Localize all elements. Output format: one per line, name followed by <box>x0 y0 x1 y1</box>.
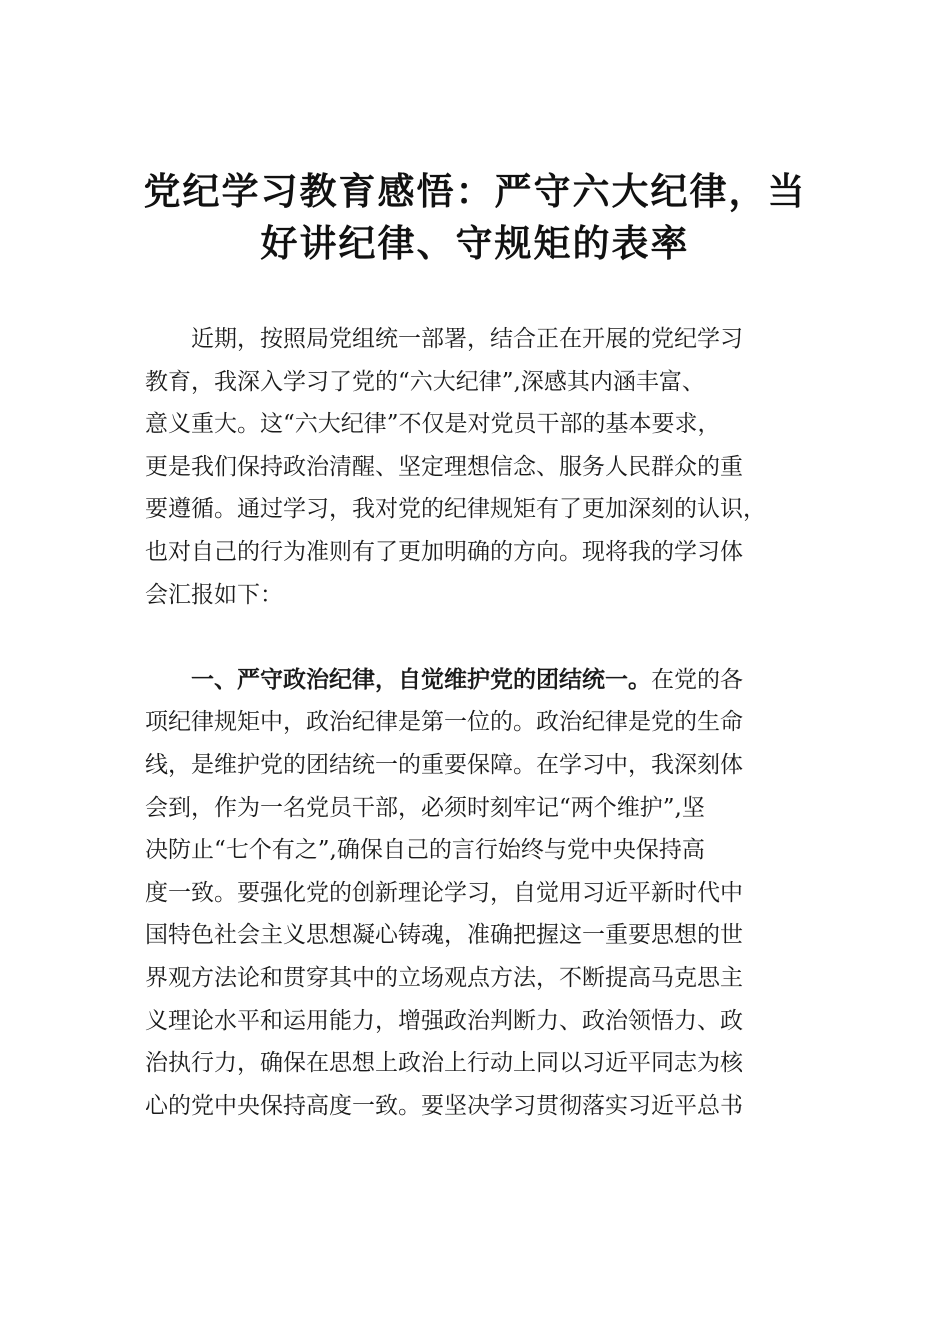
document-title <box>100 165 850 269</box>
paragraph-gap <box>145 616 815 659</box>
title-line: 党纪学习教育感悟：严守六大纪律，当 <box>143 169 807 213</box>
section-1-first-line <box>145 659 815 702</box>
paragraph-line: 界观方法论和贯穿其中的立场观点方法，不断提高马克思主 <box>145 964 743 991</box>
section-1-first-line-text: 在党的各 <box>651 666 743 693</box>
paragraph-line: 也对自己的行为准则有了更加明确的方向。现将我的学习体 <box>145 538 743 565</box>
paragraph-line: 决防止“七个有之”,确保自己的言行始终与党中央保持高 <box>145 837 705 864</box>
paragraph-line: 度一致。要强化党的创新理论学习，自觉用习近平新时代中 <box>145 879 743 906</box>
paragraph-line: 线，是维护党的团结统一的重要保障。在学习中，我深刻体 <box>145 751 743 778</box>
paragraph-line: 项纪律规矩中，政治纪律是第一位的。政治纪律是党的生命 <box>145 709 743 736</box>
paragraph-line: 教育，我深入学习了党的“六大纪律”,深感其内涵丰富、 <box>145 368 705 395</box>
paragraph-line: 会汇报如下： <box>145 581 283 608</box>
paragraph-line: 近期，按照局党组统一部署，结合正在开展的党纪学习 <box>191 326 743 352</box>
paragraph-line: 意义重大。这“六大纪律”不仅是对党员干部的基本要求， <box>145 411 721 438</box>
paragraph-line: 要遵循。通过学习，我对党的纪律规矩有了更加深刻的认识， <box>145 496 766 523</box>
section-1-heading: 一、严守政治纪律，自觉维护党的团结统一。 <box>191 666 651 693</box>
paragraph-line: 国特色社会主义思想凝心铸魂，准确把握这一重要思想的世 <box>145 922 743 949</box>
paragraph-line: 治执行力，确保在思想上政治上行动上同以习近平同志为核 <box>145 1050 743 1077</box>
paragraph-line: 更是我们保持政治清醒、坚定理想信念、服务人民群众的重 <box>145 453 743 480</box>
paragraph-line: 义理论水平和运用能力，增强政治判断力、政治领悟力、政 <box>145 1007 743 1034</box>
section-1-paragraph <box>145 659 815 1128</box>
title-line: 好讲纪律、守规矩的表率 <box>260 221 690 265</box>
intro-paragraph <box>145 318 815 616</box>
paragraph-line: 心的党中央保持高度一致。要坚决学习贯彻落实习近平总书 <box>145 1092 743 1119</box>
document-body <box>145 318 815 1127</box>
paragraph-line: 会到，作为一名党员干部，必须时刻牢记“两个维护”,坚 <box>145 794 705 821</box>
